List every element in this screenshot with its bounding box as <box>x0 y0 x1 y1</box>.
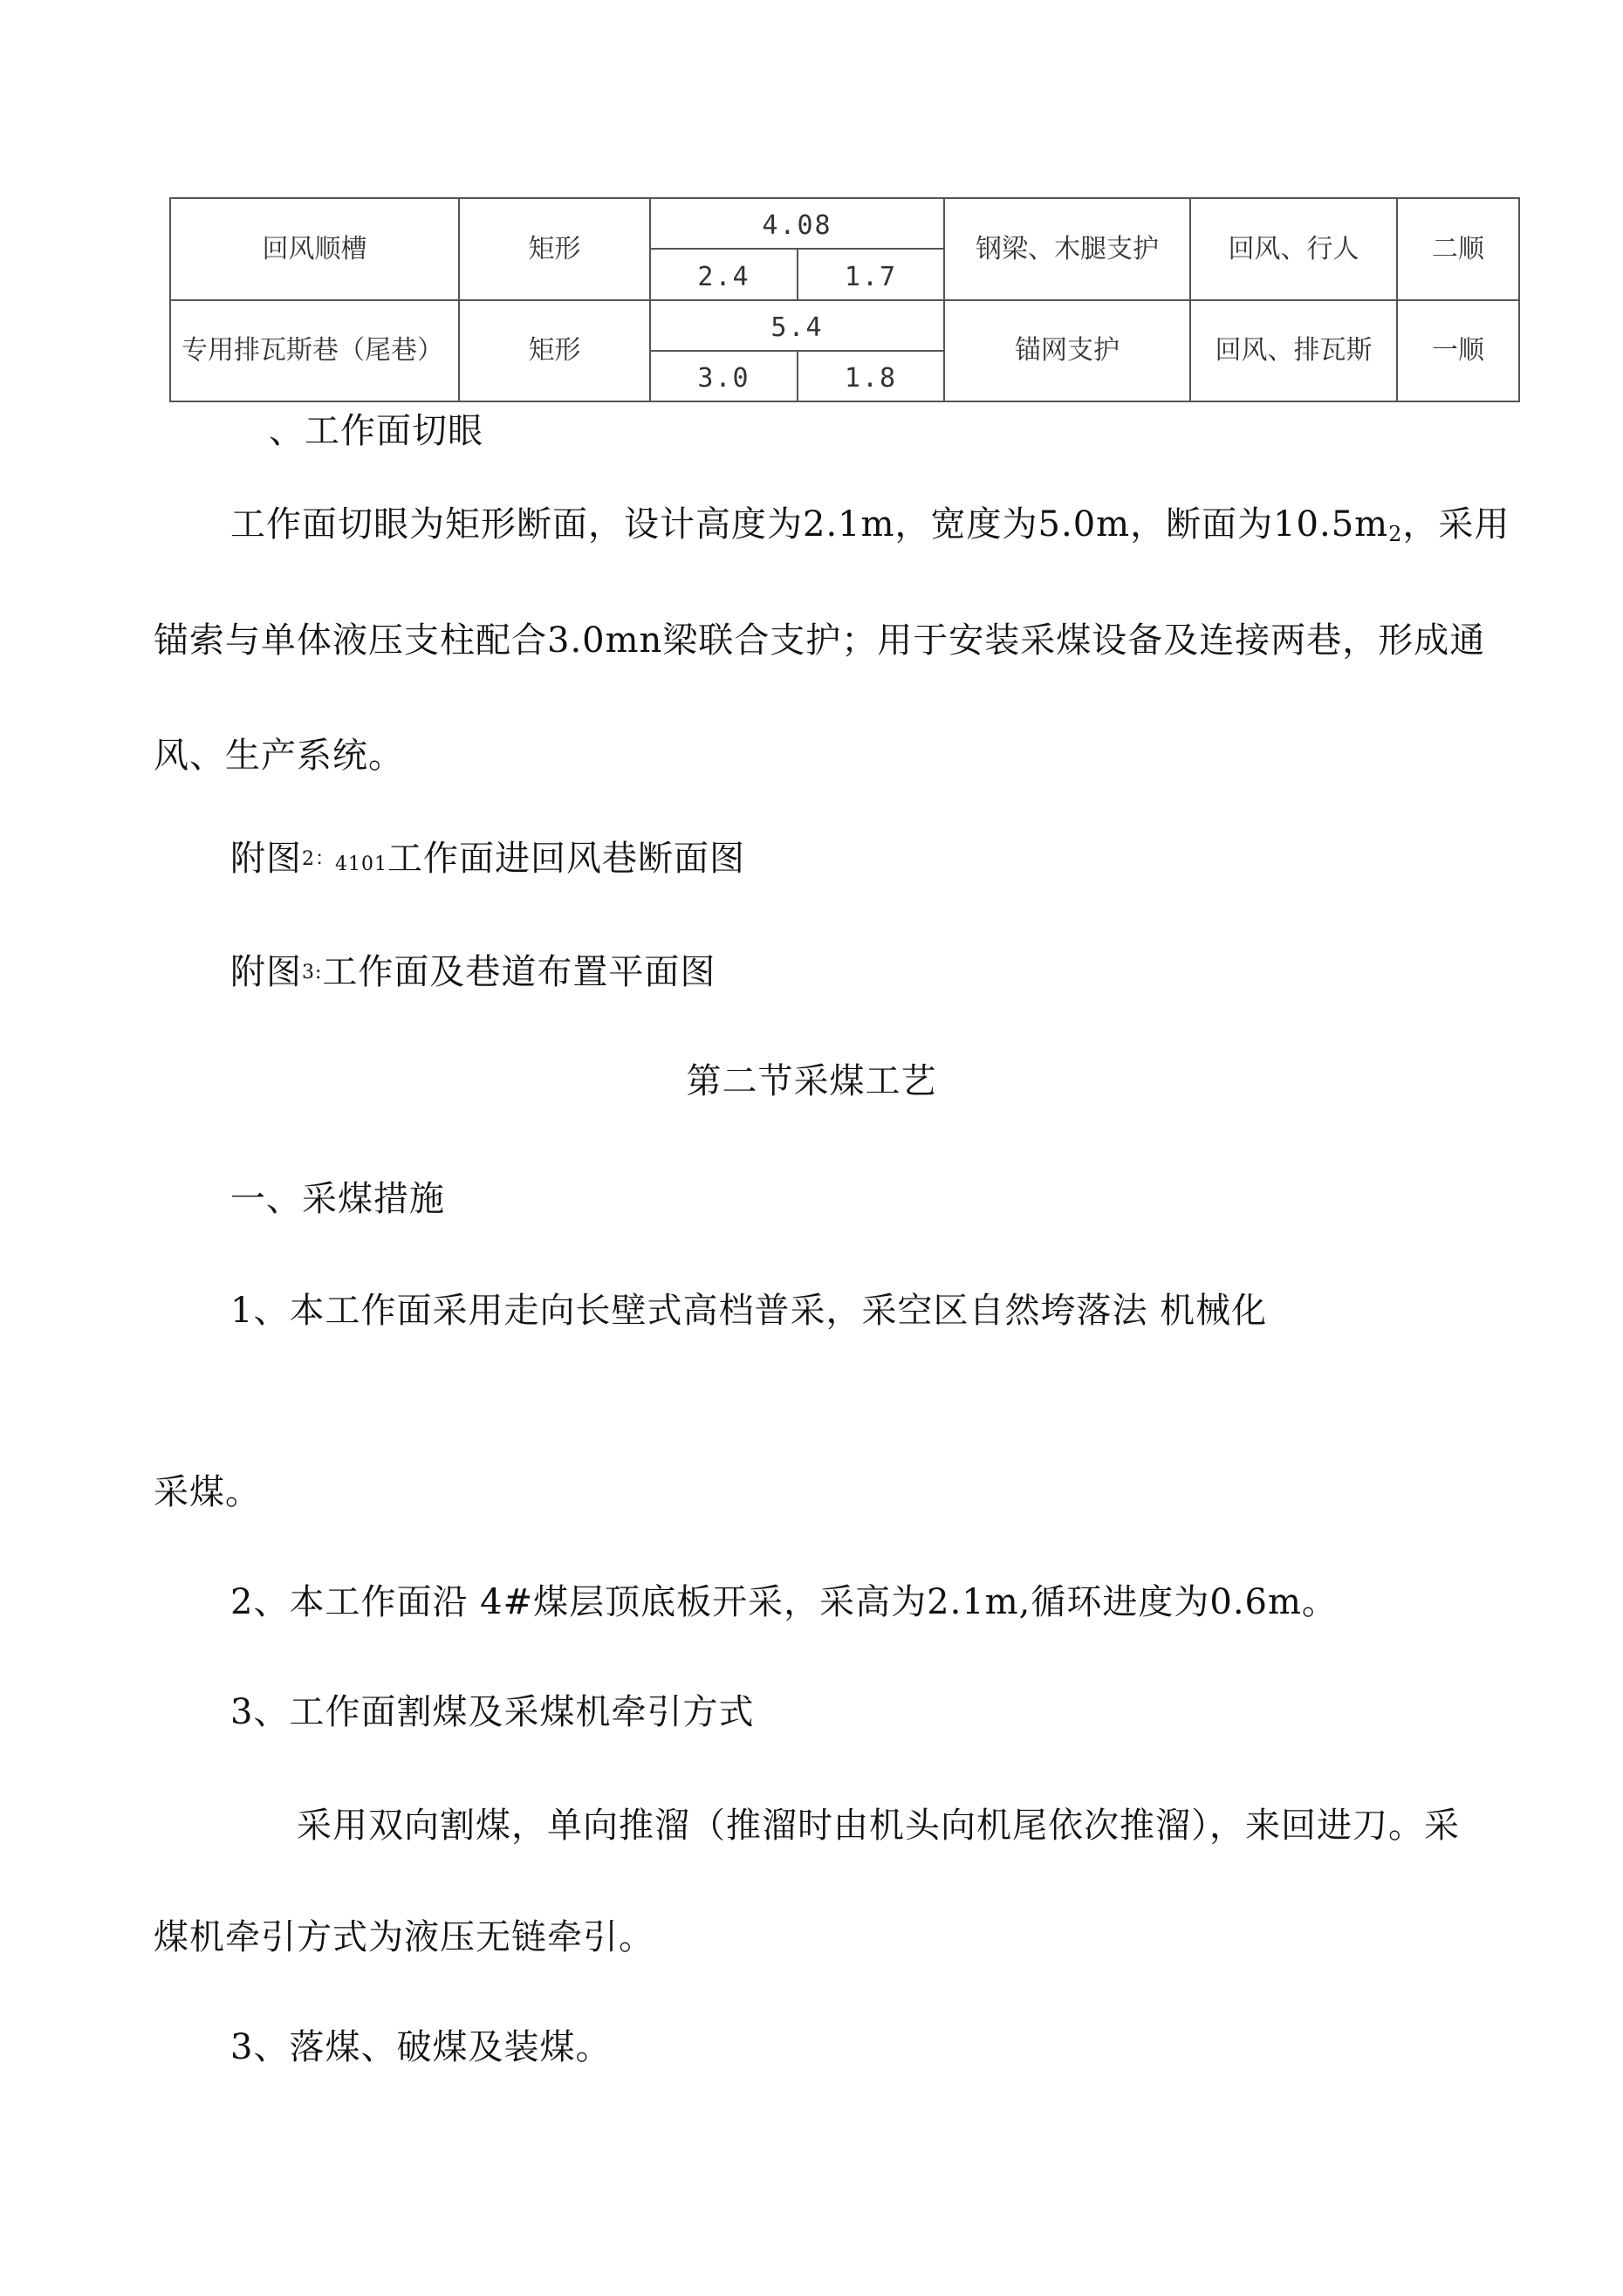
unit-subscript: 2 <box>1388 522 1403 546</box>
list-item-continuation: 采煤。 <box>154 1472 261 1512</box>
roadway-name-cell: 专用排瓦斯巷（尾巷） <box>170 300 459 402</box>
figure-title: 工作面及巷道布置平面图 <box>322 952 716 992</box>
figure-number: 2： <box>302 848 335 870</box>
section-shape-cell: 矩形 <box>459 198 650 300</box>
figure-reference <box>230 951 716 994</box>
list-item: 3、工作面割煤及采煤机牵引方式 <box>230 1692 755 1732</box>
paragraph-line: 煤机牵引方式为液压无链牵引。 <box>154 1917 654 1957</box>
paragraph-line: 锚索与单体液压支柱配合3.0mn梁联合支护；用于安装采煤设备及连接两巷，形成通 <box>154 620 1486 661</box>
paragraph-line: 采用双向割煤，单向推溜（推溜时由机头向机尾依次推溜），来回进刀。采 <box>297 1806 1460 1846</box>
order-cell: 一顺 <box>1397 300 1519 402</box>
list-item: 3、落煤、破煤及装煤。 <box>230 2027 612 2067</box>
paragraph-text: ，采用 <box>1402 504 1510 545</box>
support-type-cell: 钢梁、木腿支护 <box>944 198 1190 300</box>
list-item: 1、本工作面采用走向长壁式高档普采，采空区自然垮落法 机械化 <box>230 1291 1268 1331</box>
table-row <box>170 300 1519 351</box>
figure-prefix: 附图 <box>230 952 302 992</box>
roadway-parameters-table <box>169 197 1520 402</box>
list-item: 2、本工作面沿 4#煤层顶底板开采，采高为2.1m,循环进度为0.6m。 <box>230 1582 1338 1622</box>
paragraph-line <box>230 504 1510 555</box>
paragraph-text: 工作面切眼为矩形断面，设计高度为2.1m，宽度为5.0m，断面为10.5m <box>230 504 1389 545</box>
usage-cell: 回风、排瓦斯 <box>1190 300 1397 402</box>
figure-number: 3: <box>302 962 323 984</box>
chapter-title: 第二节采煤工艺 <box>686 1061 937 1101</box>
figure-reference <box>230 838 745 886</box>
order-cell: 二顺 <box>1397 198 1519 300</box>
figure-code: 4101 <box>335 853 387 875</box>
figure-title: 工作面进回风巷断面图 <box>387 839 745 879</box>
sub-heading: 一、采煤措施 <box>230 1179 445 1219</box>
paragraph-line: 风、生产系统。 <box>154 736 404 776</box>
section-height-cell: 1.7 <box>798 249 944 299</box>
section-height-cell: 1.8 <box>798 351 944 401</box>
support-type-cell: 锚网支护 <box>944 300 1190 402</box>
section-area-cell: 5.4 <box>650 300 944 351</box>
usage-cell: 回风、行人 <box>1190 198 1397 300</box>
table-row <box>170 198 1519 249</box>
section-shape-cell: 矩形 <box>459 300 650 402</box>
section-heading: 、工作面切眼 <box>269 411 483 451</box>
section-width-cell: 2.4 <box>650 249 798 299</box>
figure-prefix: 附图 <box>230 839 302 879</box>
section-area-cell: 4.08 <box>650 198 944 249</box>
section-width-cell: 3.0 <box>650 351 798 401</box>
roadway-name-cell: 回风顺槽 <box>170 198 459 300</box>
